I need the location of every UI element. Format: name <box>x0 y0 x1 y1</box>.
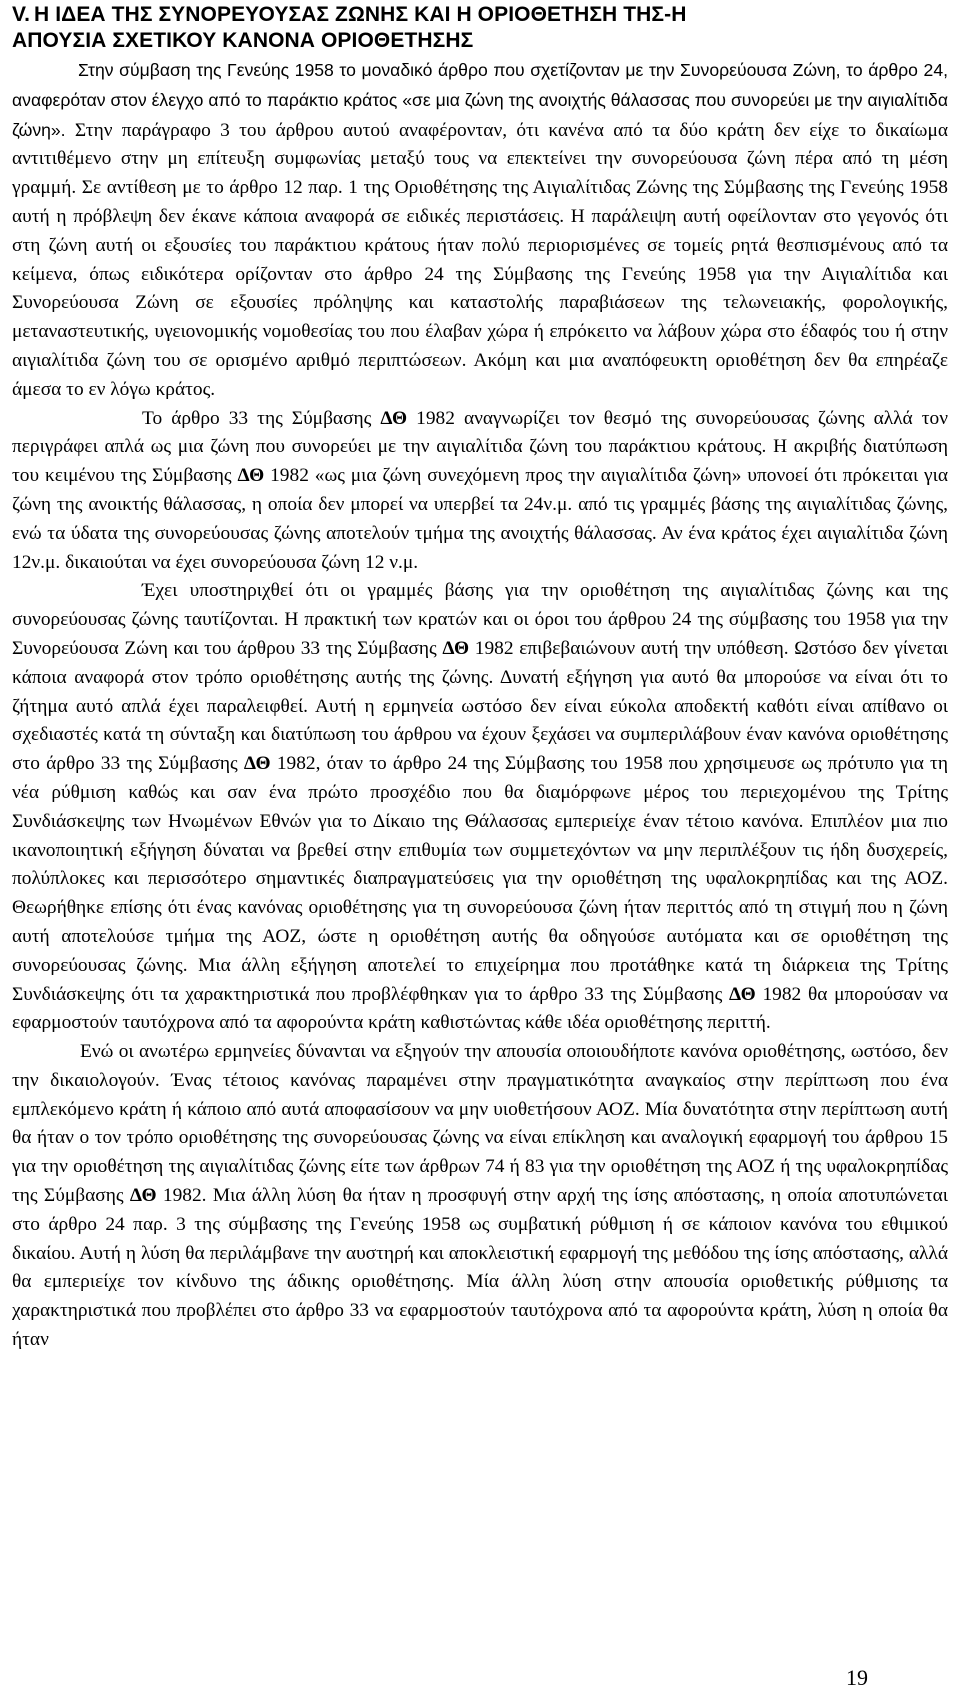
paragraph-2-text-b: 1982 αναγνωρίζει τον θεσμό της συνορεύουσας ζώνης αλλά τον περιγράφει απλά ως μια ζώνη που συνορεύει με την αιγιαλίτιδα ζώνη του παράκτιου κράτους. Η ακριβής διατύπωση του κειμένου της Σύμβασης <box>12 407 948 487</box>
paragraph-3 <box>12 577 948 1038</box>
paragraph-3-text-d: 1982 θα μπορούσαν να εφαρμοστούν ταυτόχρονα από τα αφορούντα κράτη καθιστώντας κάθε ιδέα οριοθέτησης περιττή. <box>12 983 948 1034</box>
paragraph-2-text-c: 1982 «ως μια ζώνη συνεχόμενη προς την αιγιαλίτιδα ζώνη» υπονοεί ότι πρόκειται για ζώνη της ανοικτής θάλασσας, η οποία δεν μπορεί να υπερβεί τα 24ν.μ. από τις γραμμές βάσης της αιγιαλίτιδας ζώνης, ενώ τα ύδατα της συνορεύουσας ζώνης αποτελούν τμήμα της ανοιχτής θάλασσας. Αν ένα κράτος έχει αιγιαλίτιδα ζώνη 12ν.μ. δικαιούται να έχει συνορεύουσα ζώνη 12 ν.μ. <box>12 465 948 573</box>
paragraph-3-text-a: Έχει υποστηριχθεί ότι οι γραμμές βάσης για την οριοθέτηση της αιγιαλίτιδας ζώνης και της συνορεύουσας ζώνης ταυτίζονται. Η πρακτική των κρατών και οι όροι του άρθρου 24 της σύμβασης του 1958 για την Συνορεύουσα Ζώνη και του άρθρου 33 της Σύμβασης <box>12 580 948 659</box>
paragraph-4-text-b: 1982. Μια άλλη λύση θα ήταν η προσφυγή στην αρχή της ίσης απόστασης, η οποία αποτυπώνεται στο άρθρο 24 παρ. 3 της σύμβασης της Γενεύης 1958 ως συμβατική ρύθμιση ή σε κάποιον κανόνα του εθιμικού δικαίου. Αυτή η λύση θα περιλάμβανε την αυστηρή και αποκλειστική εφαρμογή της μεθόδου της ίσης απόστασης, αλλά θα εμπεριείχε τον κίνδυνο της άδικης οριοθέτησης. Μία άλλη λύση στην απουσία οριοθετικής ρύθμισης τα χαρακτηριστικά που προβλέπει στο άρθρο 33 να εφαρμοστούν ταυτόχρονα από τα αφορούντα κράτη, λύση η οποία θα ήταν <box>12 1185 948 1351</box>
delta-theta-abbr: ΔΘ <box>243 753 271 775</box>
delta-theta-abbr: ΔΘ <box>729 983 756 1005</box>
delta-theta-abbr: ΔΘ <box>380 407 408 429</box>
paragraph-4 <box>12 1038 948 1355</box>
delta-theta-abbr: ΔΘ <box>129 1185 157 1207</box>
paragraph-2 <box>12 405 948 578</box>
paragraph-1-text: Στην παράγραφο 3 του άρθρου αυτού αναφέρονταν, ότι κανένα από τα δύο κράτη δεν είχε το δικαίωμα αντιτιθέμενο στην μη επίτευξη συμφωνίας μεταξύ τους να επεκτείνει την συνορεύουσα ζώνη πέρα από τη μέση γραμμή. Σε αντίθεση με το άρθρο 12 παρ. 1 της Οριοθέτησης της Αιγιαλίτιδας Ζώνης της Σύμβασης της Γενεύης 1958 αυτή η πρόβλεψη δεν έκανε κάποια αναφορά σε ειδικές περιστάσεις. Η παράλειψη αυτή οφείλονταν στο γεγονός ότι στη ζώνη αυτή οι εξουσίες του παράκτιου κράτους ήταν πολύ περιορισμένες σε τομείς ρητά θεσπισμένους από τα κείμενα, όπως ειδικότερα ορίζονταν στο άρθρο 24 της Σύμβασης της Γενεύης 1958 για την Αιγιαλίτιδα και Συνορεύουσα Ζώνη σε εξουσίες πρόληψης και καταστολής παραβιάσεων της τελωνειακής, φορολογικής, μεταναστευτικής, υγειονομικής νομοθεσίας του που έλαβαν χώρα ή επρόκειτο να λάβουν χώρα στο έδαφός του ή στην αιγιαλίτιδα ζώνη του σε ορισμένο αριθμό περιπτώσεων. Ακόμη και μια αναπόφευκτη οριοθέτηση δεν θα επηρέαζε άμεσα το εν λόγω κράτος. <box>12 119 948 400</box>
paragraph-2-text-a: Το άρθρο 33 της Σύμβασης <box>142 407 381 429</box>
delta-theta-abbr: ΔΘ <box>442 637 470 659</box>
section-number: V. <box>12 3 31 26</box>
paragraph-1-quote: Στην σύμβαση της Γενεύης 1958 το μοναδικό άρθρο που σχετίζονταν με την Συνορεύουσα Ζώνη, το άρθρο 24, αναφερόταν στον έλεγχο από το παράκτιο κράτος «σε μια ζώνη της ανοιχτής θάλασσας που συνορεύει με την αιγιαλίτιδα ζώνη». <box>12 60 948 140</box>
section-heading-line2: ΑΠΟΥΣΙΑ ΣΧΕΤΙΚΟΥ ΚΑΝΟΝΑ ΟΡΙΟΘΕΤΗΣΗΣ <box>12 29 474 52</box>
paragraph-1 <box>12 56 948 405</box>
delta-theta-abbr: ΔΘ <box>237 465 265 487</box>
page-number: 19 <box>846 1665 868 1690</box>
section-heading <box>12 2 948 54</box>
section-heading-line1: Η ΙΔΕΑ ΤΗΣ ΣΥΝΟΡΕΥΟΥΣΑΣ ΖΩΝΗΣ ΚΑΙ Η ΟΡΙΟΘΕΤΗΣΗ ΤΗΣ-Η <box>34 3 687 26</box>
paragraph-3-text-c: 1982, όταν το άρθρο 24 της Σύμβασης του 1958 που χρησιμευσε ως πρότυπο για τη νέα ρύθμιση καθώς και σαν ένα πρώτο προσχέδιο που θα διαμόρφωνε μέρος του περιεχομένου της Τρίτης Συνδιάσκεψης των Ηνωμένων Εθνών για το Δίκαιο της Θάλασσας εμπεριείχε έναν τέτοιο κανόνα. Επιπλέον μια πιο ικανοποιητική εξήγηση δύναται να βρεθεί στην επιθυμία των συμμετεχόντων να μην περιπλέξουν τις ήδη δυσχερείς, πολύπλοκες και περισσότερο σημαντικές διαπραγματεύσεις για την οριοθέτηση της υφαλοκρηπίδας και της ΑΟΖ. Θεωρήθηκε επίσης ότι ένας κανόνας οριοθέτησης για τη συνορεύουσα ζώνη ήταν περιττός από τη στιγμή που η ζώνη αυτή αποτελούσε τμήμα της ΑΟΖ, ώστε η οριοθέτηση αυτής θα οδηγούσε αυτόματα και σε οριοθέτηση της συνορεύουσας ζώνης. Μια άλλη εξήγηση αποτελεί το επιχείρημα που προτάθηκε κατά τη διάρκεια της Τρίτης Συνδιάσκεψης ότι τα χαρακτηριστικά που προβλέφθηκαν για το άρθρο 33 της Σύμβασης <box>12 753 948 1005</box>
paragraph-4-text-a: Ενώ οι ανωτέρω ερμηνείες δύνανται να εξηγούν την απουσία οποιουδήποτε κανόνα οριοθέτησης, ωστόσο, δεν την δικαιολογούν. Ένας τέτοιος κανόνας παραμένει στην πραγματικότητα αναγκαίος στην περίπτωση που ένα εμπλεκόμενο κράτη ή κάποιο από αυτά αποφασίσουν να μην υιοθετήσουν ΑΟΖ. Μία δυνατότητα στην περίπτωση αυτή θα ήταν ο τον τρόπο οριοθέτησης της συνορεύουσας ζώνης να είναι επίκληση και αναλογική εφαρμογή του άρθρου 15 για την οριοθέτηση της αιγιαλίτιδας ζώνης είτε των άρθρων 74 ή 83 για την οριοθέτηση της ΑΟΖ ή της υφαλοκρηπίδας της Σύμβασης <box>12 1041 948 1207</box>
paragraph-3-text-b: 1982 επιβεβαιώνουν αυτή την υπόθεση. Ωστόσο δεν γίνεται κάποια αναφορά στον τρόπο οριοθέτησης αυτής της ζώνης. Δυνατή εξήγηση για αυτό θα μπορούσε να είναι ότι το ζήτημα αυτό απλά έχει παραλειφθεί. Αυτή η ερμηνεία ωστόσο δεν είναι εύκολα αποδεκτή καθότι είναι απίθανο οι σχεδιαστές κατά τη σύνταξη και διατύπωση του άρθρου να έχουν ξεχάσει να συμπεριλάβουν έναν κανόνα οριοθέτησης στο άρθρο 33 της Σύμβασης <box>12 637 948 775</box>
